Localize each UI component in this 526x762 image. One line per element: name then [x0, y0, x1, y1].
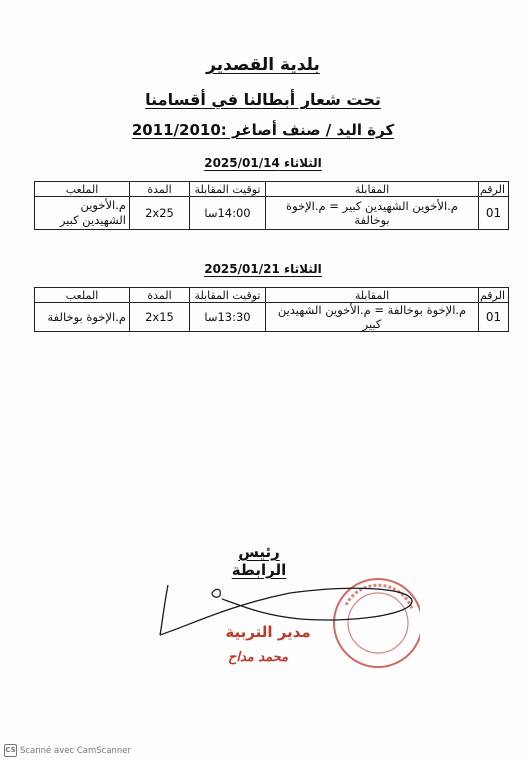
column-header-duration: المدة: [130, 288, 190, 303]
column-header-number: الرقم: [479, 182, 509, 197]
column-header-match: المقابلة: [266, 182, 479, 197]
schedule-table-1: [34, 181, 509, 230]
column-header-time: توقيت المقابلة: [190, 182, 266, 197]
cell-duration: 2x15: [130, 303, 190, 332]
table-header-row: [35, 182, 509, 197]
cell-time: 13:30سا: [190, 303, 266, 332]
cell-duration: 2x25: [130, 197, 190, 230]
signature-title: رئيس الرابطة: [231, 543, 287, 579]
category-title: كرة اليد / صنف أصاغر :2011/2010: [131, 121, 395, 139]
cell-match: م.الأخوين الشهيدين كبير = م.الإخوة بوخالفة: [266, 197, 479, 230]
schedule-table-2: [34, 287, 509, 332]
organization-title: بلدية القصدير: [206, 55, 320, 75]
table-row: [35, 197, 509, 230]
cell-venue: م.الأخوين الشهيدين كبير: [35, 197, 130, 230]
scanner-watermark: [4, 744, 131, 757]
cell-number: 01: [479, 197, 509, 230]
table-header-row: [35, 288, 509, 303]
column-header-number: الرقم: [479, 288, 509, 303]
slogan-title: تحت شعار أبطالنا في أقسامنا: [145, 90, 381, 109]
schedule-date-1: الثلاثاء 2025/01/14: [204, 156, 322, 170]
cell-match: م.الإخوة بوخالفة = م.الأخوين الشهيدين كبير: [266, 303, 479, 332]
camscanner-logo-icon: CS: [4, 744, 17, 757]
cell-number: 01: [479, 303, 509, 332]
column-header-venue: الملعب: [35, 288, 130, 303]
stamp-handwritten-name: محمد مداح: [227, 650, 289, 665]
scanner-text: Scanné avec CamScanner: [20, 745, 132, 756]
column-header-venue: الملعب: [35, 182, 130, 197]
cell-time: 14:00سا: [190, 197, 266, 230]
column-header-match: المقابلة: [266, 288, 479, 303]
schedule-date-2: الثلاثاء 2025/01/21: [204, 262, 322, 276]
column-header-time: توقيت المقابلة: [190, 288, 266, 303]
table-row: [35, 303, 509, 332]
stamp-and-signature: [150, 565, 420, 675]
column-header-duration: المدة: [130, 182, 190, 197]
stamp-text: مدير التربية: [225, 623, 311, 641]
official-stamp-icon: [334, 579, 420, 667]
cell-venue: م.الإخوة بوخالفة: [35, 303, 130, 332]
